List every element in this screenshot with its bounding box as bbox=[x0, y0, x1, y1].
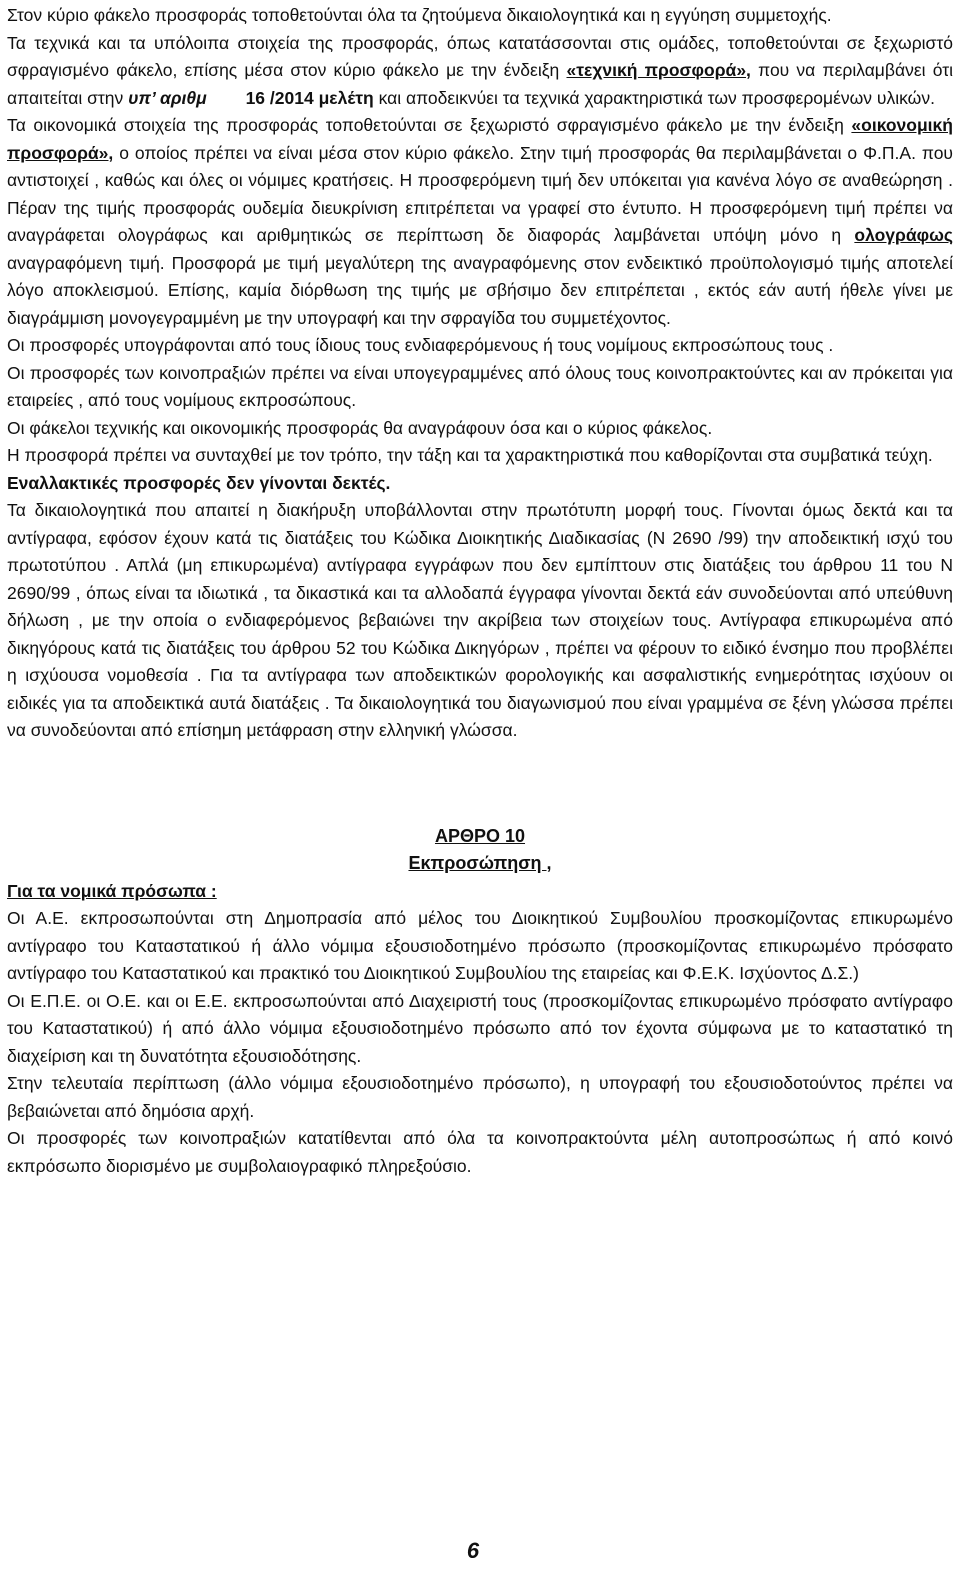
paragraph-financial-offer bbox=[7, 112, 953, 332]
technical-offer-text-pre: Τα τεχνικά και τα υπόλοιπα στοιχεία της προσφοράς, όπως κατατάσσονται στις ομάδες, τοποθετούνται σε ξεχωριστό σφραγισμένο φάκελο, επίσης μέσα στον κύριο φάκελο με την ένδειξη bbox=[7, 32, 953, 80]
financial-offer-text-pre: Τα οικονομικά στοιχεία της προσφοράς τοποθετούνται σε ξεχωριστό σφραγισμένο φάκελο με την ένδειξη bbox=[7, 115, 852, 135]
in-words-emphasis: ολογράφως bbox=[854, 225, 953, 245]
technical-offer-text-post: και αποδεικνύει τα τεχνικά χαρακτηριστικά των προσφερομένων υλικών. bbox=[373, 87, 935, 108]
financial-offer-label: «οικονομική προσφορά», bbox=[7, 115, 953, 163]
paragraph-main-envelope: Στον κύριο φάκελο προσφοράς τοποθετούνται όλα τα ζητούμενα δικαιολογητικά και η εγγύηση συμμετοχής. bbox=[7, 5, 832, 25]
legal-entities-heading-row bbox=[7, 878, 953, 906]
article-title-row bbox=[7, 823, 953, 851]
paragraph-sa-representation: Οι Α.Ε. εκπροσωπούνται στη Δημοπρασία από μέλος του Διοικητικού Συμβουλίου προσκομίζοντας επικυρωμένο αντίγραφο του Καταστατικού ή άλλο νόμιμα εξουσιοδοτημένο πρόσωπο (προσκομίζοντας επικυρωμένο πρόσφατο αντίγραφο του Καταστατικού και πρακτικό του Διοικητικού Συμβουλίου της εταιρείας και Φ.Ε.Κ. Ισχύοντος Δ.Σ.) bbox=[7, 908, 953, 983]
technical-offer-label: «τεχνική προσφορά», bbox=[566, 60, 751, 80]
paragraph-signatures: Οι προσφορές υπογράφονται από τους ίδιους τους ενδιαφερόμενους ή τους νομίμους εκπροσώπους τους . bbox=[7, 335, 834, 355]
paragraph-offer-format: Η προσφορά πρέπει να συνταχθεί με τον τρόπο, την τάξη και τα χαρακτηριστικά που καθορίζονται στα συμβατικά τεύχη. bbox=[7, 445, 933, 465]
study-number: 16 /2014 bbox=[245, 87, 314, 108]
paragraph-consortia: Οι προσφορές των κοινοπραξιών πρέπει να είναι υπογεγραμμένες από όλους τους κοινοπρακτούντες και αν πρόκειται για εταιρείες , από τους νομίμους εκπροσώπους. bbox=[7, 362, 953, 410]
article-subtitle: Εκπροσώπηση , bbox=[408, 853, 552, 873]
paragraph-supporting-documents: Τα δικαιολογητικά που απαιτεί η διακήρυξη υποβάλλονται στην πρωτότυπη μορφή τους. Γίνονται όμως δεκτά και τα αντίγραφα, εφόσον έχουν κατά τις διατάξεις του Κώδικα Διοικητικής Διαδικασίας (Ν 2690 /99) την αποδεικτική ισχύ του πρωτοτύπου . Απλά (μη επικυρωμένα) αντίγραφα εγγράφων που δεν εμπίπτουν στις διατάξεις του άρθρου 11 του Ν 2690/99 , όπως είναι τα ιδιωτικά , τα δικαστικά και τα αλλοδαπά έγγραφα γίνονται δεκτά εάν συνοδεύονται από υπεύθυνη δήλωση , με την οποία ο ενδιαφερόμενος βεβαιώνει την ακρίβεια των στοιχείων τους. Αντίγραφα επικυρωμένα από δικηγόρους κατά τις διατάξεις του άρθρου 52 του Κώδικα Δικηγόρων , πρέπει να φέρουν το ειδικό ένσημο που προβλέπει η ισχύουσα νομοθεσία . Για τα αντίγραφα των αποδεικτικών φορολογικής και ασφαλιστικής ενημερότητας ισχύουν οι ειδικές για τα αποδεικτικά αυτά διατάξεις . Τα δικαιολογητικά του διαγωνισμού που είναι γραμμένα σε ξένη γλώσσα πρέπει να συνοδεύονται από επίσημη μετάφραση στην ελληνική γλώσσα. bbox=[7, 500, 953, 740]
document-page bbox=[7, 2, 953, 1180]
paragraph-technical-offer bbox=[7, 30, 953, 113]
section-spacer bbox=[7, 745, 953, 823]
paragraph-ltd-representation: Οι Ε.Π.Ε. οι Ο.Ε. και οι Ε.Ε. εκπροσωπούνται από Διαχειριστή τους (προσκομίζοντας επικυρωμένο πρόσφατο αντίγραφο του Καταστατικού) ή από άλλο νόμιμα εξουσιοδοτημένο πρόσωπο από τον έχοντα σύμφωνα με το καταστατικό τη διαχείριση και τη δυνατότητα εξουσιοδότησης. bbox=[7, 990, 953, 1066]
financial-offer-text-mid: ο οποίος πρέπει να είναι μέσα στον κύριο φάκελο. Στην τιμή προσφοράς θα περιλαμβάνεται ο Φ.Π.Α. που αντιστοιχεί , καθώς και όλες οι νόμιμες κρατήσεις. Η προσφερόμενη τιμή δεν υπόκειται για κανένα λόγο σε αναθεώρηση . Πέραν της τιμής προσφοράς ουδεμία διευκρίνιση επιτρέπεται να γραφεί στο έντυπο. Η προσφερόμενη τιμή πρέπει να αναγράφεται ολογράφως και αριθμητικώς σε περίπτωση δε διαφοράς λαμβάνεται υπόψη μόνο η bbox=[7, 142, 953, 245]
study-reference: υπ’ αριθμ bbox=[128, 87, 207, 108]
study-word: μελέτη bbox=[318, 87, 374, 108]
paragraph-envelope-labels: Οι φάκελοι τεχνικής και οικονομικής προσφοράς θα αναγράφουν όσα και ο κύριος φάκελος. bbox=[7, 417, 713, 438]
financial-offer-text-post: αναγραφόμενη τιμή. Προσφορά με τιμή μεγαλύτερη της αναγραφόμενης στον ενδεικτικό προϋπολογισμό τιμής αποτελεί λόγο αποκλεισμού. Επίσης, καμία διόρθωση της τιμής με σβήσιμο δεν επιτρέπεται , εκτός εάν αυτή ήθελε γίνει με διαγράμμιση μονογεγραμμένη με την υπογραφή και την σφραγίδα του συμμετέχοντος. bbox=[7, 252, 953, 328]
paragraph-no-alternatives: Εναλλακτικές προσφορές δεν γίνονται δεκτές. bbox=[7, 472, 391, 493]
technical-offer-text-mid: που να περιλαμβάνει ότι απαιτείται στην bbox=[7, 60, 953, 108]
legal-entities-heading: Για τα νομικά πρόσωπα : bbox=[7, 880, 217, 901]
paragraph-authorization: Στην τελευταία περίπτωση (άλλο νόμιμα εξουσιοδοτημένο πρόσωπο), η υπογραφή του εξουσιοδοτούντος πρέπει να βεβαιώνεται από δημόσια αρχή. bbox=[7, 1073, 953, 1121]
paragraph-consortium-submission: Οι προσφορές των κοινοπραξιών κατατίθενται από όλα τα κοινοπρακτούντα μέλη αυτοπροσώπως ή από κοινό εκπρόσωπο διορισμένο με συμβολαιογραφικό πληρεξούσιο. bbox=[7, 1128, 953, 1176]
article-subtitle-row bbox=[7, 850, 953, 878]
article-title: ΑΡΘΡΟ 10 bbox=[434, 825, 526, 846]
page-number: 6 bbox=[466, 1538, 480, 1563]
